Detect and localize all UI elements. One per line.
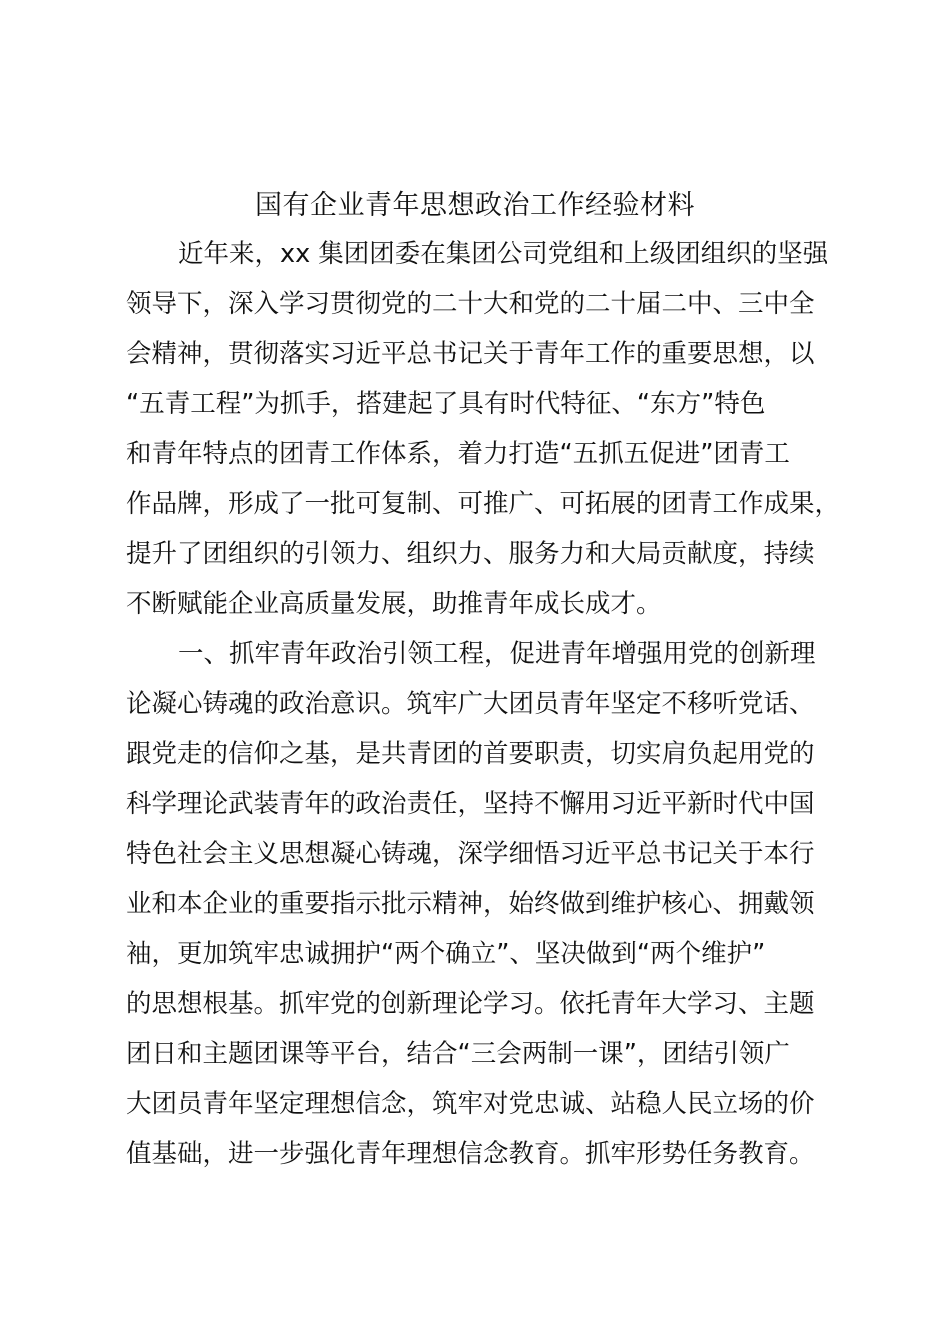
paragraph-line: 科学理论武装青年的政治责任，坚持不懈用习近平新时代中国 (126, 789, 815, 819)
paragraph-line: 袖，更加筑牢忠诚拥护“两个确立”、坚决做到“两个维护” (126, 939, 766, 969)
paragraph-line: “五青工程”为抓手，搭建起了具有时代特征、“东方”特色 (126, 389, 766, 419)
paragraph-line: 特色社会主义思想凝心铸魂，深学细悟习近平总书记关于本行 (126, 839, 815, 869)
paragraph-line: 大团员青年坚定理想信念，筑牢对党忠诚、站稳人民立场的价 (126, 1089, 815, 1119)
paragraph-line: 作品牌，形成了一批可复制、可推广、可拓展的团青工作成果， (126, 489, 841, 519)
paragraph-line: 跟党走的信仰之基，是共青团的首要职责，切实肩负起用党的 (126, 739, 815, 769)
paragraph-line: 和青年特点的团青工作体系，着力打造“五抓五促进”团青工 (126, 439, 790, 469)
paragraph-line: 团日和主题团课等平台，结合“三会两制一课”，团结引领广 (126, 1039, 790, 1069)
paragraph-line: 提升了团组织的引领力、组织力、服务力和大局贡献度，持续 (126, 539, 815, 569)
paragraph-line: 的思想根基。抓牢党的创新理论学习。依托青年大学习、主题 (126, 989, 815, 1019)
paragraph-line: 会精神，贯彻落实习近平总书记关于青年工作的重要思想，以 (126, 339, 815, 369)
paragraph-line: 不断赋能企业高质量发展，助推青年成长成才。 (126, 589, 662, 619)
paragraph-line: 值基础，进一步强化青年理想信念教育。抓牢形势任务教育。 (126, 1139, 815, 1169)
paragraph-line: 论凝心铸魂的政治意识。筑牢广大团员青年坚定不移听党话、 (126, 689, 815, 719)
document-title: 国有企业青年思想政治工作经验材料 (255, 190, 695, 221)
paragraph-line: 领导下，深入学习贯彻党的二十大和党的二十届二中、三中全 (126, 289, 815, 319)
paragraph-line: 业和本企业的重要指示批示精神，始终做到维护核心、拥戴领 (126, 889, 815, 919)
paragraph-line: 近年来，xx 集团团委在集团公司党组和上级团组织的坚强 (178, 239, 829, 269)
paragraph-line: 一、抓牢青年政治引领工程，促进青年增强用党的创新理 (178, 639, 816, 669)
